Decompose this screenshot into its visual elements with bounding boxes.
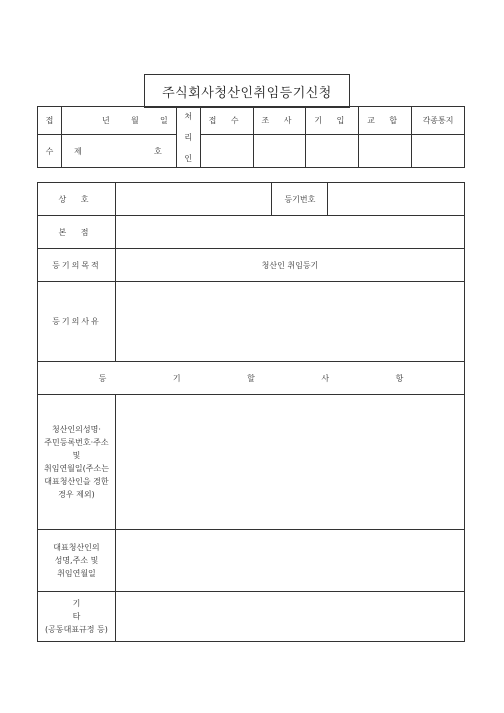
process-char-2: 리 xyxy=(184,132,193,142)
receipt-number-cell xyxy=(61,135,176,168)
head-office-field[interactable] xyxy=(115,216,464,249)
liquidator-line-2: 주민등록번호·주소 xyxy=(44,438,109,447)
rep-line-2: 성명,주소 및 xyxy=(54,556,99,565)
head-office-label: 본 점 xyxy=(38,216,116,249)
receipt-table xyxy=(37,106,465,168)
number-prefix-label: 제 xyxy=(73,146,82,156)
liquidator-info-field[interactable] xyxy=(115,395,464,530)
other-line-2: (공동대표규정 등) xyxy=(45,625,108,634)
col-receipt: 접 수 xyxy=(200,107,253,135)
number-suffix-label: 호 xyxy=(154,146,162,156)
reg-number-label: 등기번호 xyxy=(272,183,328,216)
liquidator-line-1: 청산인의성명· xyxy=(52,425,101,434)
notice-sign[interactable] xyxy=(412,135,465,168)
liquidator-line-4: 취임연월일(주소는 xyxy=(43,464,109,473)
liquidator-line-3: 및 xyxy=(72,451,81,460)
receipt-sign-1[interactable] xyxy=(200,135,253,168)
date-month-label: 월 xyxy=(130,116,139,125)
process-char-3: 인 xyxy=(184,153,193,163)
other-label xyxy=(38,592,116,642)
check-sign[interactable] xyxy=(359,135,412,168)
purpose-value: 청산인 취임등기 xyxy=(115,249,464,282)
entry-sign[interactable] xyxy=(306,135,359,168)
rep-line-3: 취임연월일 xyxy=(57,569,96,578)
col-entry: 기 입 xyxy=(306,107,359,135)
form-title: 주식회사청산인취임등기신청 xyxy=(144,74,350,108)
liquidator-line-5: 대표청산인을 경한 xyxy=(44,477,109,486)
other-line-1: 기 타 xyxy=(72,599,103,621)
review-sign[interactable] xyxy=(253,135,306,168)
receipt-date-cell xyxy=(61,107,176,135)
col-review: 조 사 xyxy=(253,107,306,135)
reason-label: 등기의사유 xyxy=(38,282,116,362)
receipt-label-top: 접 xyxy=(38,107,62,135)
rep-line-1: 대표청산인의 xyxy=(53,543,100,552)
other-field[interactable] xyxy=(115,592,464,642)
application-table xyxy=(37,182,465,642)
liquidator-info-label xyxy=(38,395,116,530)
liquidator-line-6: 경우 제외) xyxy=(58,490,95,499)
reg-number-field[interactable] xyxy=(328,183,465,216)
trade-name-label: 상 호 xyxy=(38,183,116,216)
trade-name-field[interactable] xyxy=(115,183,272,216)
col-check: 교 합 xyxy=(359,107,412,135)
process-char-1: 처 xyxy=(184,111,193,121)
purpose-label: 등기의목적 xyxy=(38,249,116,282)
date-day-label: 일 xyxy=(160,116,168,125)
matters-header: 등 기 할 사 항 xyxy=(38,362,465,395)
date-year-label: 년 xyxy=(101,116,110,125)
reason-field[interactable] xyxy=(115,282,464,362)
col-notice: 각종통지 xyxy=(412,107,465,135)
rep-liquidator-field[interactable] xyxy=(115,530,464,592)
receipt-label-bottom: 수 xyxy=(38,135,62,168)
process-label-cell xyxy=(176,107,200,168)
rep-liquidator-label xyxy=(38,530,116,592)
